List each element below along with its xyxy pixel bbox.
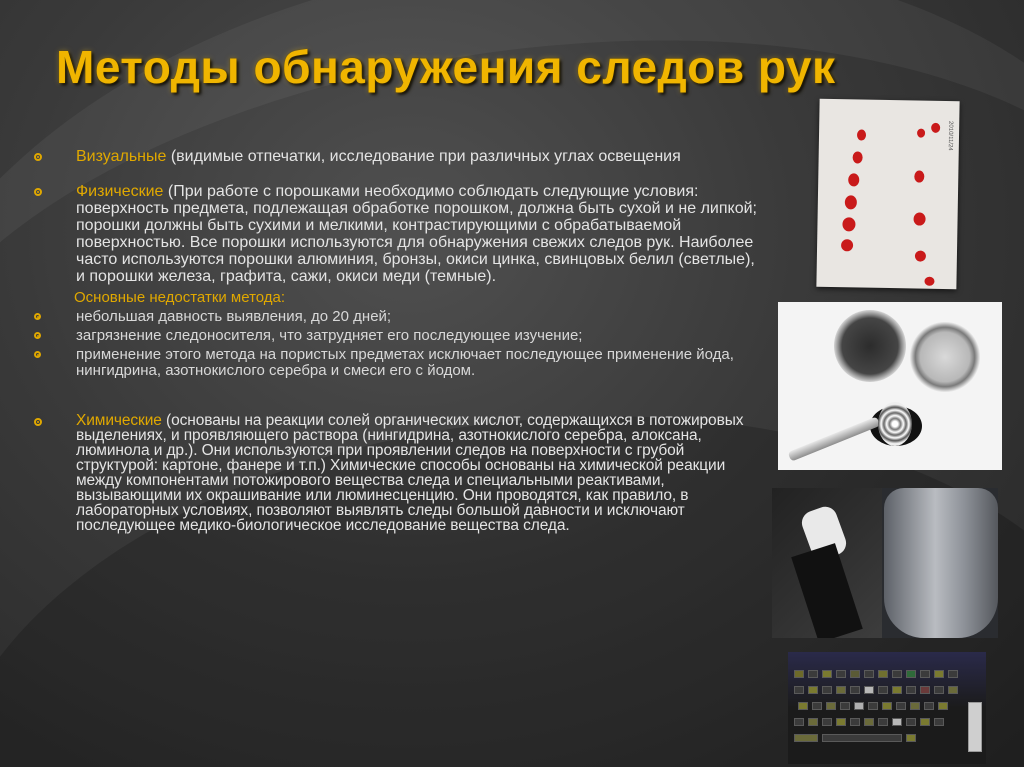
item-text-chemical: (основаны на реакции солей органических кислот, содержащихся в потожировых выделениях, и проявляющего раствора (нингидрина, азотнокислого серебра, алоксана, люминола и др.). Они используются при проявлении следов на поверхности с грубой структурой: картоне, фанере и т.п.) Химические способы основаны на химической реакции между компонентами потожирового вещества следа и специальными реактивами, вызывающими их окрашивание или люминесценцию. Они проводятся, как правило, в лабораторных условиях, позволяют выявлять следы большой давности и исключают последующее медико-биологическое исследование вещества следа. — [76, 412, 744, 534]
bullet-circle-icon — [34, 188, 42, 196]
list-item-visual — [34, 148, 764, 165]
content-area — [34, 148, 764, 533]
keyword-visual: Визуальные — [76, 148, 167, 165]
item-text-visual: (видимые отпечатки, исследование при различных углах освещения — [166, 148, 681, 165]
list-item-chemical — [34, 413, 764, 533]
keyword-chemical: Химические — [76, 412, 162, 429]
drawback-text: применение этого метода на пористых предметах исключает последующее применение йода, нингидрина, азотнокислого серебра и смеси его с йодом. — [76, 346, 734, 379]
drawback-item — [34, 309, 764, 325]
keyword-physical: Физические — [76, 183, 164, 200]
list-item-physical — [34, 183, 764, 285]
luminescent-keyboard-photo — [788, 652, 986, 764]
item-text-physical: (При работе с порошками необходимо соблюдать следующие условия: поверхность предмета, подлежащая обработке порошком, должна быть сухой и не липкой; порошки должны быть сухими и мелкими, контрастирующими с обрабатываемой поверхностью. Все порошки используются для обнаружения свежих следов рук. Наиболее часто используются порошки алюминия, бронзы, окиси цинка, свинцовых белил (светлые), и порошки железа, графита, сажи, окиси меди (темные). — [76, 183, 757, 285]
bullet-circle-icon — [34, 313, 41, 320]
drawbacks-heading: Основные недостатки метода: — [74, 289, 286, 306]
bullet-circle-icon — [34, 351, 41, 358]
bullet-circle-icon — [34, 332, 41, 339]
powder-and-brush-photo — [778, 302, 1002, 470]
bullet-circle-icon — [34, 418, 42, 426]
drawback-text: небольшая давность выявления, до 20 дней; — [76, 308, 392, 325]
chemical-processing-photo — [772, 488, 998, 638]
drawback-item — [34, 347, 764, 379]
fingerprint-paper-photo: 2010/11/24 — [816, 99, 959, 289]
drawback-item — [34, 328, 764, 344]
bullet-circle-icon — [34, 153, 42, 161]
drawback-text: загрязнение следоносителя, что затрудняет его последующее изучение; — [76, 327, 583, 344]
slide-title: Методы обнаружения следов рук — [56, 41, 836, 93]
